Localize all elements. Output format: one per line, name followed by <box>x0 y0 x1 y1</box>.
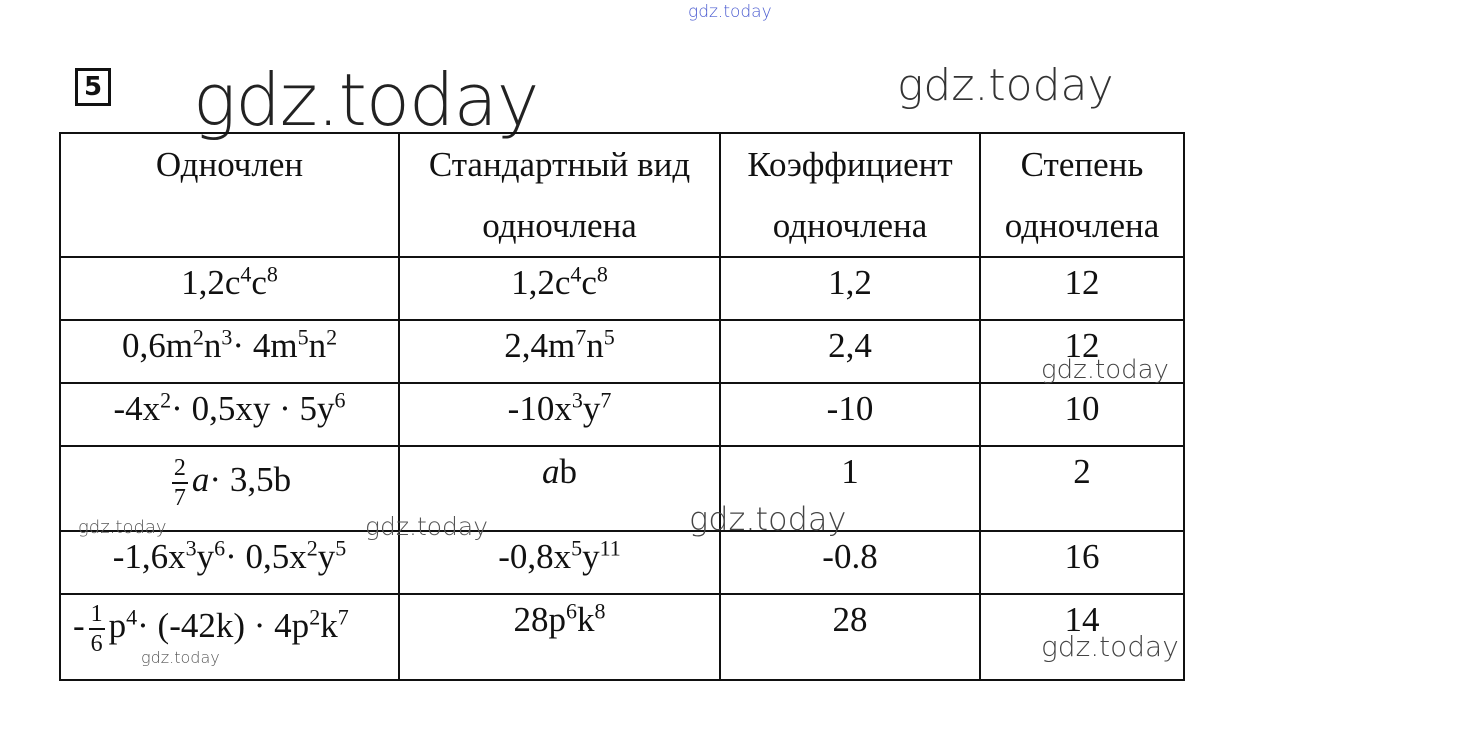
monomial-cell: $0,6m^2n^3\cdot 4m^5n^2$ <box>60 320 399 383</box>
coefficient-cell: -0.8 <box>720 531 980 594</box>
standard-form-cell: $-10x^3y^7$ <box>399 383 720 446</box>
standard-form-cell: $2,4m^7n^5$ <box>399 320 720 383</box>
watermark-center: gdz.today <box>689 500 847 538</box>
table-row <box>60 383 1184 446</box>
header-coefficient: Коэффициент одночлена <box>720 133 980 257</box>
standard-form-cell: $-0,8x^5y^{11}$ <box>399 531 720 594</box>
monomial-table <box>59 132 1185 681</box>
degree-cell: 2 <box>980 446 1184 531</box>
table-row <box>60 257 1184 320</box>
header-monomial: Одночлен <box>60 133 399 257</box>
standard-form-cell: $28p^6k^8$ <box>399 594 720 680</box>
watermark-large: gdz.today <box>193 58 539 142</box>
coefficient-cell: 1 <box>720 446 980 531</box>
monomial-cell: $1,2c^4c^8$ <box>60 257 399 320</box>
coefficient-cell: -10 <box>720 383 980 446</box>
standard-form-cell: $1,2c^4c^8$ <box>399 257 720 320</box>
degree-cell: 16 <box>980 531 1184 594</box>
header-standard-form: Стандартный вид одночлена <box>399 133 720 257</box>
degree-cell: 12 <box>980 320 1184 383</box>
table-row <box>60 320 1184 383</box>
watermark-bottom-right: gdz.today <box>1041 630 1179 663</box>
exercise-number: 5 <box>75 68 111 106</box>
header-degree: Степень одночлена <box>980 133 1184 257</box>
degree-cell: 14 <box>980 594 1184 680</box>
table-header-row <box>60 133 1184 257</box>
monomial-cell: - $\frac{1}{6}$ $p^4\cdot (-42k) \cdot 4p^2k^7$ <box>60 594 399 680</box>
watermark-small-left: gdz.today <box>78 517 167 538</box>
monomial-cell: $-1,6x^3y^6\cdot 0,5x^2y^5$ <box>60 531 399 594</box>
coefficient-cell: 28 <box>720 594 980 680</box>
monomial-cell: $\frac{2}{7}$ a· 3,5b <box>60 446 399 531</box>
watermark-row2: gdz.today <box>1041 355 1169 385</box>
watermark-right: gdz.today <box>897 60 1114 111</box>
watermark-bottom-left: gdz.today <box>141 648 220 667</box>
coefficient-cell: 1,2 <box>720 257 980 320</box>
coefficient-cell: 2,4 <box>720 320 980 383</box>
fraction: $\frac{1}{6}$ <box>90 600 103 657</box>
table-row <box>60 531 1184 594</box>
watermark-top: gdz.today <box>688 2 772 22</box>
degree-cell: 10 <box>980 383 1184 446</box>
standard-form-cell: ab <box>399 446 720 531</box>
table-row <box>60 446 1184 531</box>
table-row <box>60 594 1184 680</box>
fraction: $\frac{2}{7}$ <box>173 454 186 511</box>
watermark-middle: gdz.today <box>365 512 489 541</box>
monomial-cell: $-4x^2\cdot 0,5xy \cdot 5y^6$ <box>60 383 399 446</box>
degree-cell: 12 <box>980 257 1184 320</box>
